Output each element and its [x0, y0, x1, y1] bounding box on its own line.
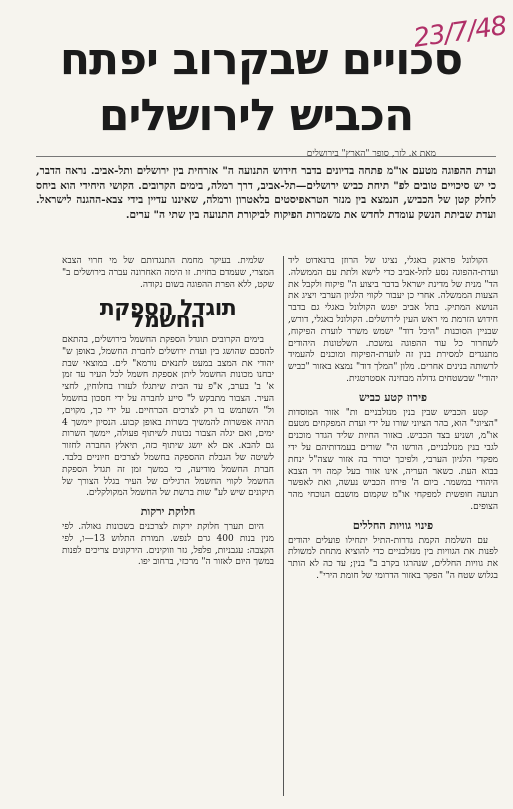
column-divider — [283, 256, 284, 796]
subheading-bodies: פינוי גוויות החללים — [352, 518, 434, 532]
right-paragraph: קטע הכביש שבין בנין מנזלבניים ות" אזור המוסדות "הציוני" הוא, בהר הציוני שורו על ידי ועדת המפקחים מטעם או"מ, ושניע בצד הכביש. באזור החיות שליד הגדר מוכנים לגבי בנין מנזלבניים, הורשו הי" שורים בעמדותיהם על ידי מפקדי הלגיון הערבי, ולפיכך יבורר בה אזור שצה"ל ינחת בבוא העת. כשאר העריה, אינו אזור בעל קמה ויר הצבא היהודי במשמר. ביום ה' פירוז הכביש נעשה, ואת לאפשר תנועה חופשית למפקחי או"מ שקמום מושבם הנוכחי מהר הצופים. — [288, 407, 498, 512]
left-column — [62, 256, 274, 573]
right-paragraph: הקולונל פראנק באגלי, נציגו של הרוזן ברנאדוט ליד ועדת-ההפוגה נסע לתל-אביב כדי לישא ולתת עם הממשלה. הד" מנית של מדינת ישראל בדבר ביצוע ה" פיקוח ולקבל את הצעות הממשלה. אחרי כן יעבור לקווי הלגיון הערבי ויציג את הנושא המתיק. בתל אביב יפגש הקולונל באגלי גם בדבר חידוש הזרמת מי ראש העין לירושלים. הקולונל באגלי, דורש, שבניין הסוכנות "היכל דוד" ישמש משרד לועדת הפיקוח, לשחרור כל עוד ההפוגה נמשכת. השלטונות היהודים מתנגדים למסירת בנין זה לועדת-הפיקוח ומוכנים להעמיד לרשותה בנינים אחרים. מלון "המלך דוד" נמצא באזור "כביש יהודי" שבשטחים גדולה מבחינה אסטרטגית. — [288, 256, 498, 384]
date-stamp: 23/7/48 — [411, 11, 509, 54]
right-column — [288, 256, 498, 587]
electricity-headline: תוגדל הספקת החשמל — [99, 296, 237, 334]
byline: מאת א. לזר, סופר "הארץ" בירושלים — [306, 149, 436, 159]
headline-line-2: הכביש לירושלים — [98, 90, 414, 141]
right-paragraph: עם השלמת הקמת גדרות-התיל יתחילו פועלים יהודים לפנות את הגוויות בין מנזלבניים כדי להוציא מתחת למשולת את גוויות החללים, שנהרגו בקרב ב" בנין; עד כה לא הותר בגלוש שטח ה" הפקר באזור הדרומי של חומת הירי". — [288, 535, 498, 581]
newspaper-clipping — [6, 4, 509, 804]
lead-paragraph: ועדת ההפוגה מטעם או"מ פתחה בדיונים בדבר חידוש התנועה ה" אזרחית בין ירושלים ותל-אביב. נראה הדבר, כי יש סיכויים טובים לפ" תיחת כביש ירושלים—תל-אביב, דרך רמלה, בימים הקרובים. הקושי היחידי הוא ביחס לחלק קטן של הכביש, הנמצא בין מנזר הטראפיסטים בלאטרון ורמלה, שאיננו עדיין בידי צבא-ההגנה לישראל. ועדת שביתת הנשק עומדת לחדש את משמרות הפיקוח לביקורת התנועה בין שתי ה" ערים. — [36, 165, 496, 221]
subheading-demilitarize: פירוז קטע כביש — [359, 390, 427, 404]
left-paragraph: שלמית. בעיקר מחמת התנגדותם של מי חרוי הצבא המצרי, שעמדם בחזית. זו הימה האחרונה עברה בירושלים ב" שקט, ללא הפרת ההפוגה בשום נקודה. — [62, 256, 274, 290]
left-paragraph: היום תערך חלוקת ירקות לצרכנים בשכונות גאולה. לפי מנין בנות 400 גרם לנפש. תמורת התלוש 13—ו, לפי הקצבה: עגבניות, פלפל, גזר וזוקינים. הירקונים צריכים לפנות במשך היום לאזור ה" מרכזי, ברחוב יפו. — [62, 521, 275, 568]
subheading-vegetables: חלוקת ירקות — [140, 505, 196, 519]
headline-line-1: סכויים שבקרוב יפתח — [59, 34, 463, 85]
left-paragraph: בימים הקרובים תוגדל הספקת החשמל בירושלים, בהתאם להסכם שהושג בין ועדת ירושלים לחברת החשמל, באופן ש" יהודי את המצב במעט לתנאים נורמא" לים. במוצאי שבת יבחנו מכונות החשמל ליתן אספקת חשמל לכל העיר עד זמן א' ב' בערב, א"פ עד הבית שיתגלו לעזרו בחלוחין, לחצי העיר. הצבור מתבקש ל" סייע לחברה על ידי חסכון בחשמל ול" השתמש בו רק לצרכים הכרחיים. על ידי כך, מקוים, תהיה אפשרות להמשיך בשרות באופן קבוע. הנסיון יימשך 4 ימים, ואם יגלה הצבור נכונות לשיתוף פעולה, יימשך השרות גם להבא. אם לא יושג שיתוף כזה, תיאלץ החברה לחזור לשיטה של הגבלת ההספקה בחשמל לצרכים חיוניים בלבד. חברת החשמל מודיעה, כי במשך זמן זה תגדל הספקת החשמל לקווי החשמל הרגילים של העיר בגלל הצורך של תיקונים שיש לע" שות ברשת של החשמל המקולקלים. — [62, 334, 274, 499]
